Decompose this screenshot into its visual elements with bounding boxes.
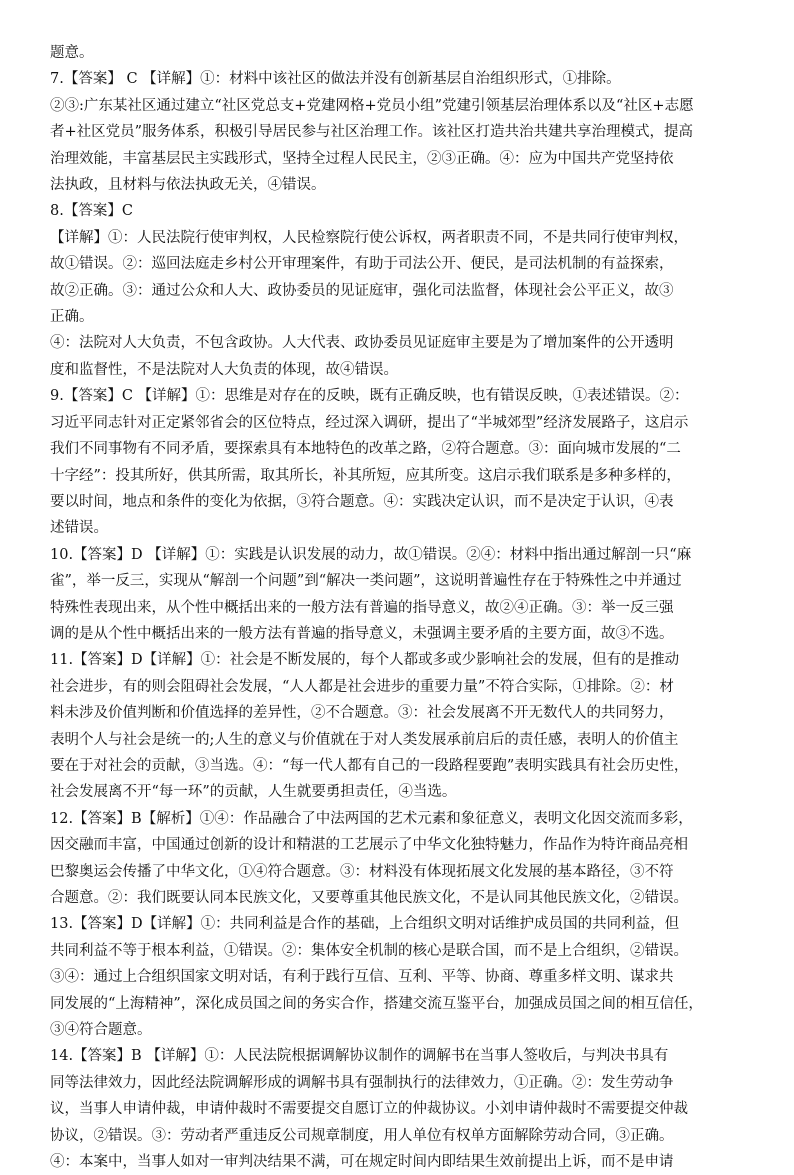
text-line: 10.【答案】D 【详解】①：实践是认识发展的动力，故①错误。②④：材料中指出通过解剖一只“麻	[50, 546, 692, 563]
text-line: 7.【答案】 C 【详解】①：材料中该社区的做法并没有创新基层自治组织形式，①排除。	[50, 71, 621, 88]
text-line: 同等法律效力，因此经法院调解形成的调解书具有强制执行的法律效力，①正确。②：发生劳动争	[50, 1074, 674, 1091]
text-line: 13.【答案】D【详解】①：共同利益是合作的基础，上合组织文明对话维护成员国的共同利益，但	[50, 916, 680, 933]
text-line: 法执政，且材料与依法执政无关，④错误。	[50, 177, 326, 194]
text-line: ④：法院对人大负责，不包含政协。人大代表、政协委员见证庭审主要是为了增加案件的公开透明	[50, 335, 674, 352]
text-line: 12.【答案】B【解析】①④：作品融合了中法两国的艺术元素和象征意义，表明文化因交流而多彩，	[50, 810, 693, 827]
text-line: 同发展的“上海精神”，深化成员国之间的务实合作，搭建交流互鉴平台，加强成员国之间的相互信任，	[50, 995, 703, 1012]
text-line: 9.【答案】C 【详解】①：思维是对存在的反映，既有正确反映，也有错误反映，①表述错误。②：	[50, 388, 689, 405]
text-line: 要以时间，地点和条件的变化为依据，③符合题意。④：实践决定认识，而不是决定于认识，④表	[50, 493, 674, 510]
text-line: ④：本案中，当事人如对一审判决结果不满，可在规定时间内即结果生效前提出上诉，而不是申请	[50, 1154, 674, 1171]
text-line: 述错误。	[50, 520, 108, 537]
text-line: 题意。	[50, 45, 94, 61]
text-line: ③④：通过上合组织国家文明对话，有利于践行互信、互利、平等、协商、尊重多样文明、谋求共	[50, 969, 674, 986]
text-line: ②③:广东某社区通过建立“社区党总支+党建网格+党员小组”党建引领基层治理体系以及“社区+志愿	[50, 97, 694, 114]
text-line: 14.【答案】B 【详解】①：人民法院根据调解协议制作的调解书在当事人签收后，与判决书具有	[50, 1048, 669, 1065]
text-line: 正确。	[50, 309, 94, 326]
text-line: 治理效能，丰富基层民主实践形式，坚持全过程人民民主，②③正确。④：应为中国共产党坚持依	[50, 150, 674, 167]
text-line: 【详解】①：人民法院行使审判权，人民检察院行使公诉权，两者职责不同，不是共同行使审判权，	[50, 229, 688, 246]
text-line: 社会发展离不开“每一环”的贡献，人生就要勇担责任，④当选。	[50, 784, 457, 801]
text-line: 因交融而丰富，中国通过创新的设计和精湛的工艺展示了中华文化独特魅力，作品作为特许商品亮相	[50, 837, 688, 854]
text-line: 度和监督性，不是法院对人大负责的体现，故④错误。	[50, 361, 398, 378]
text-line: 习近平同志针对正定紧邻省会的区位特点，经过深入调研，提出了“半城郊型”经济发展路子，这启示	[50, 414, 689, 431]
text-line: 巴黎奥运会传播了中华文化，①④符合题意。③：材料没有体现拓展文化发展的基本路径，③不符	[50, 863, 674, 880]
text-line: 要在于对社会的贡献，③当选。④：“每一代人都有自己的一段路程要跑”表明实践具有社会历史性，	[50, 757, 689, 774]
text-line: ③④符合题意。	[50, 1022, 152, 1039]
text-line: 议，当事人申请仲裁，申请仲裁时不需要提交自愿订立的仲裁协议。小刘申请仲裁时不需要提交仲裁	[50, 1101, 688, 1118]
text-line: 特殊性表现出来，从个性中概括出来的一般方法有普遍的指导意义，故②④正确。③：举一反三强	[50, 599, 674, 616]
text-line: 者+社区党员”服务体系，积极引导居民参与社区治理工作。该社区打造共治共建共享治理模式，提高	[50, 124, 694, 141]
text-line: 故②正确。③：通过公众和人大、政协委员的见证庭审，强化司法监督，体现社会公平正义，故③	[50, 282, 674, 299]
text-line: 表明个人与社会是统一的;人生的意义与价值就在于对人类发展承前启后的责任感，表明人的价值主	[50, 731, 679, 748]
text-line: 共同利益不等于根本利益，①错误。②：集体安全机制的核心是联合国，而不是上合组织，②错误。	[50, 942, 688, 959]
text-line: 我们不同事物有不同矛盾，要探索具有本地特色的改革之路，②符合题意。③：面向城市发展的“二	[50, 441, 681, 458]
text-line: 合题意。②：我们既要认同本民族文化，又要尊重其他民族文化，不是认同其他民族文化，②错误。	[50, 890, 688, 906]
text-line: 调的是从个性中概括出来的一般方法有普遍的指导意义，未强调主要矛盾的主要方面，故③不选。	[50, 625, 674, 642]
text-line: 料未涉及价值判断和价值选择的差异性，②不合题意。③：社会发展离不开无数代人的共同努力，	[50, 705, 674, 722]
text-line: 故①错误。②：巡回法庭走乡村公开审理案件，有助于司法公开、便民，是司法机制的有益探索，	[50, 256, 674, 273]
text-line: 十字经”：投其所好，供其所需，取其所长，补其所短，应其所变。这启示我们联系是多种多样的，	[50, 467, 681, 484]
text-line: 社会进步，有的则会阻碍社会发展，“人人都是社会进步的重要力量”不符合实际，①排除。②：材	[50, 678, 674, 695]
text-line: 11.【答案】D【详解】①：社会是不断发展的，每个人都或多或少影响社会的发展，但有的是推动	[50, 652, 680, 669]
text-line: 雀”，举一反三，实现从“解剖一个问题”到“解决一类问题”，这说明普遍性存在于特殊性之中并通过	[50, 573, 682, 590]
document-body	[50, 40, 750, 1175]
text-line: 协议，②错误。③：劳动者严重违反公司规章制度，用人单位有权单方面解除劳动合同，③正确。	[50, 1127, 674, 1144]
text-line: 8.【答案】C	[50, 203, 133, 220]
